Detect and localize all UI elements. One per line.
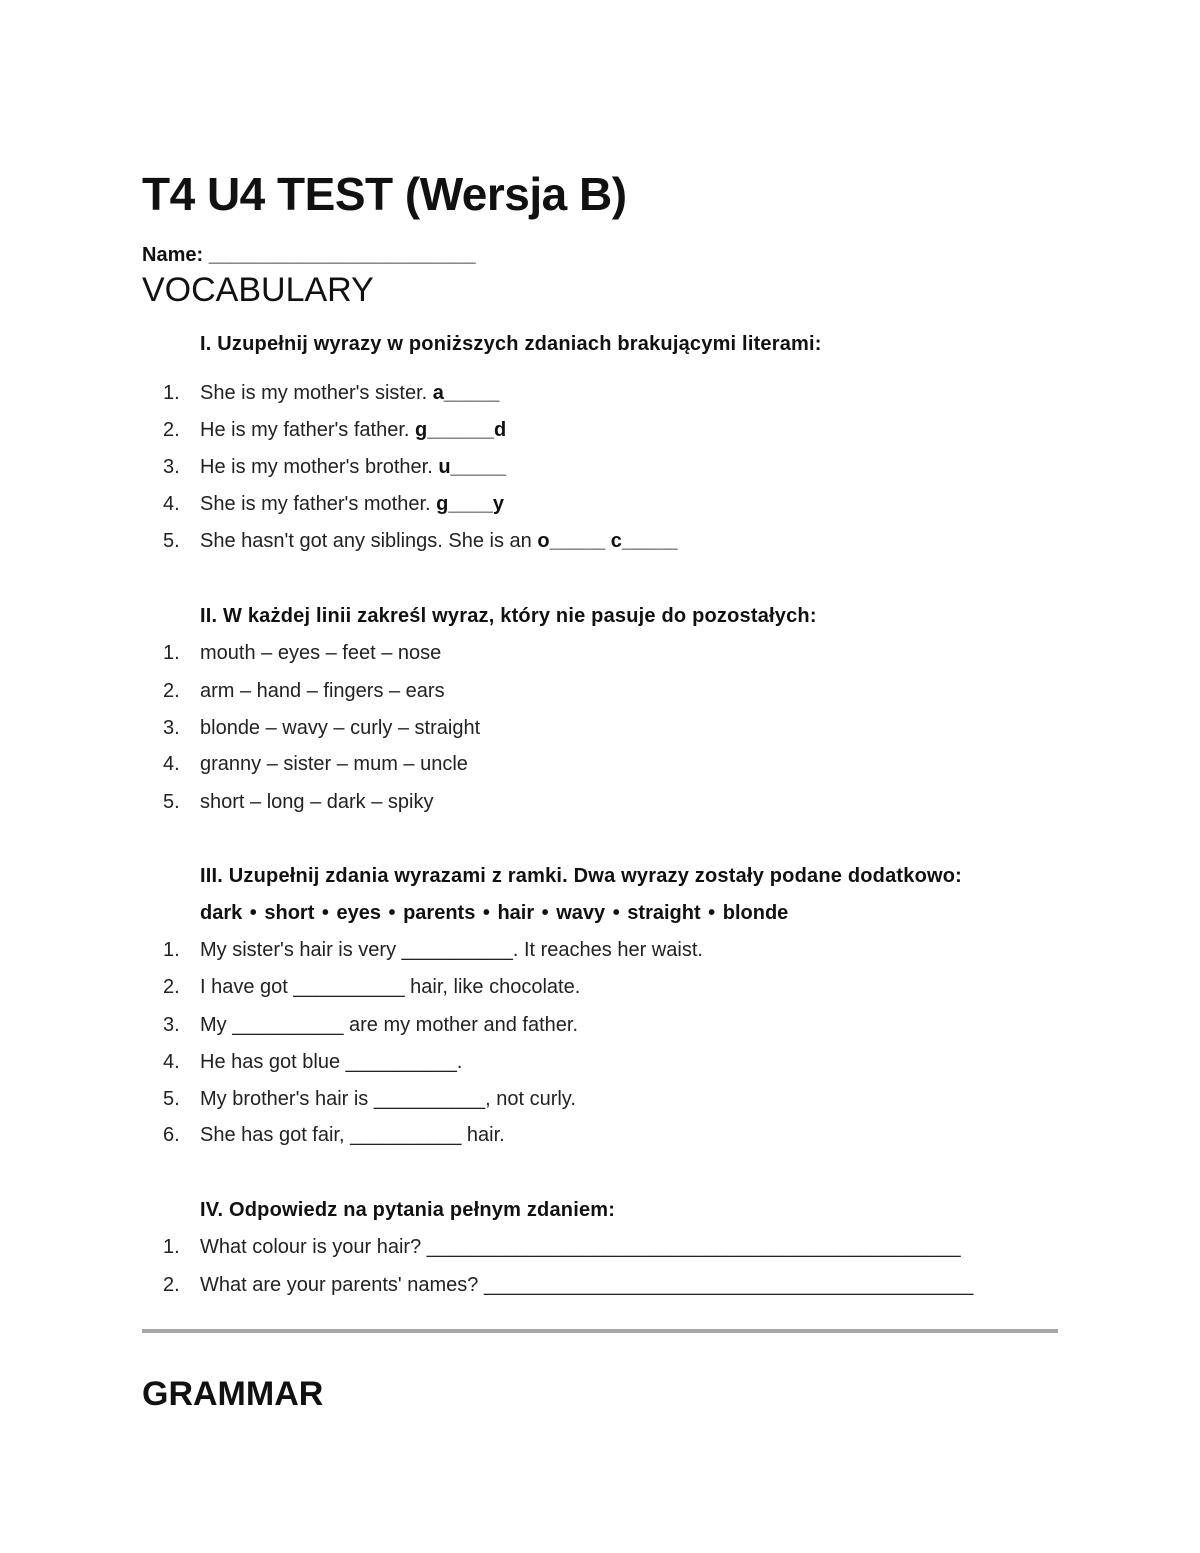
grammar-heading: GRAMMAR: [142, 1375, 324, 1413]
item-text: arm – hand – fingers – ears: [200, 680, 445, 702]
item-number: 4.: [163, 1051, 180, 1073]
item-text: I have got __________ hair, like chocolate.: [200, 976, 581, 998]
item-text: He is my father's father.: [200, 419, 416, 441]
item-number: 5.: [163, 1088, 180, 1110]
item-number: 4.: [163, 753, 180, 775]
item-number: 3.: [163, 717, 180, 739]
item-number: 1.: [163, 642, 180, 664]
item-text: My sister's hair is very __________. It reaches her waist.: [200, 939, 703, 961]
item-text: blonde – wavy – curly – straight: [200, 717, 481, 739]
item-text: She is my mother's sister.: [200, 382, 433, 404]
item-text: My brother's hair is __________, not curly.: [200, 1088, 576, 1110]
item-text: My __________ are my mother and father.: [200, 1014, 579, 1036]
test-title: T4 U4 TEST (Wersja B): [142, 168, 627, 220]
item-answer-hint: g______d: [415, 419, 507, 441]
item-number: 1.: [163, 1236, 180, 1258]
word-box: dark • short • eyes • parents • hair • wavy • straight • blonde: [200, 902, 789, 924]
name-field-line: Name: ________________________: [142, 244, 476, 266]
item-number: 1.: [163, 382, 180, 404]
section-2-title: II. W każdej linii zakreśl wyraz, który nie pasuje do pozostałych:: [200, 605, 817, 627]
item-text: She is my father's mother.: [200, 493, 437, 515]
item-number: 3.: [163, 1014, 180, 1036]
section-divider: [142, 1329, 1058, 1333]
item-number: 5.: [163, 791, 180, 813]
item-text: She has got fair, __________ hair.: [200, 1124, 505, 1146]
section-1-title: I. Uzupełnij wyrazy w poniższych zdaniach brakującymi literami:: [200, 333, 822, 355]
section-3-title: III. Uzupełnij zdania wyrazami z ramki. Dwa wyrazy zostały podane dodatkowo:: [200, 865, 963, 887]
item-text: She hasn't got any siblings. She is an: [200, 530, 538, 552]
item-answer-hint: u_____: [438, 456, 507, 478]
item-answer-hint: g____y: [436, 493, 504, 515]
item-text: mouth – eyes – feet – nose: [200, 642, 442, 664]
item-number: 6.: [163, 1124, 180, 1146]
item-number: 4.: [163, 493, 180, 515]
item-number: 3.: [163, 456, 180, 478]
item-text: short – long – dark – spiky: [200, 791, 434, 813]
item-answer-hint: o_____ c_____: [537, 530, 678, 552]
item-number: 2.: [163, 976, 180, 998]
item-text: What colour is your hair? ________________________________________________: [200, 1236, 961, 1258]
item-text: He is my mother's brother.: [200, 456, 439, 478]
item-number: 5.: [163, 530, 180, 552]
item-text: He has got blue __________.: [200, 1051, 463, 1073]
item-answer-hint: a_____: [432, 382, 500, 404]
item-number: 2.: [163, 419, 180, 441]
item-number: 2.: [163, 1274, 180, 1296]
item-number: 1.: [163, 939, 180, 961]
vocabulary-heading: VOCABULARY: [142, 271, 374, 309]
item-text: granny – sister – mum – uncle: [200, 753, 468, 775]
item-text: What are your parents' names? ____________________________________________: [200, 1274, 974, 1296]
item-number: 2.: [163, 680, 180, 702]
section-4-title: IV. Odpowiedz na pytania pełnym zdaniem:: [200, 1199, 616, 1221]
